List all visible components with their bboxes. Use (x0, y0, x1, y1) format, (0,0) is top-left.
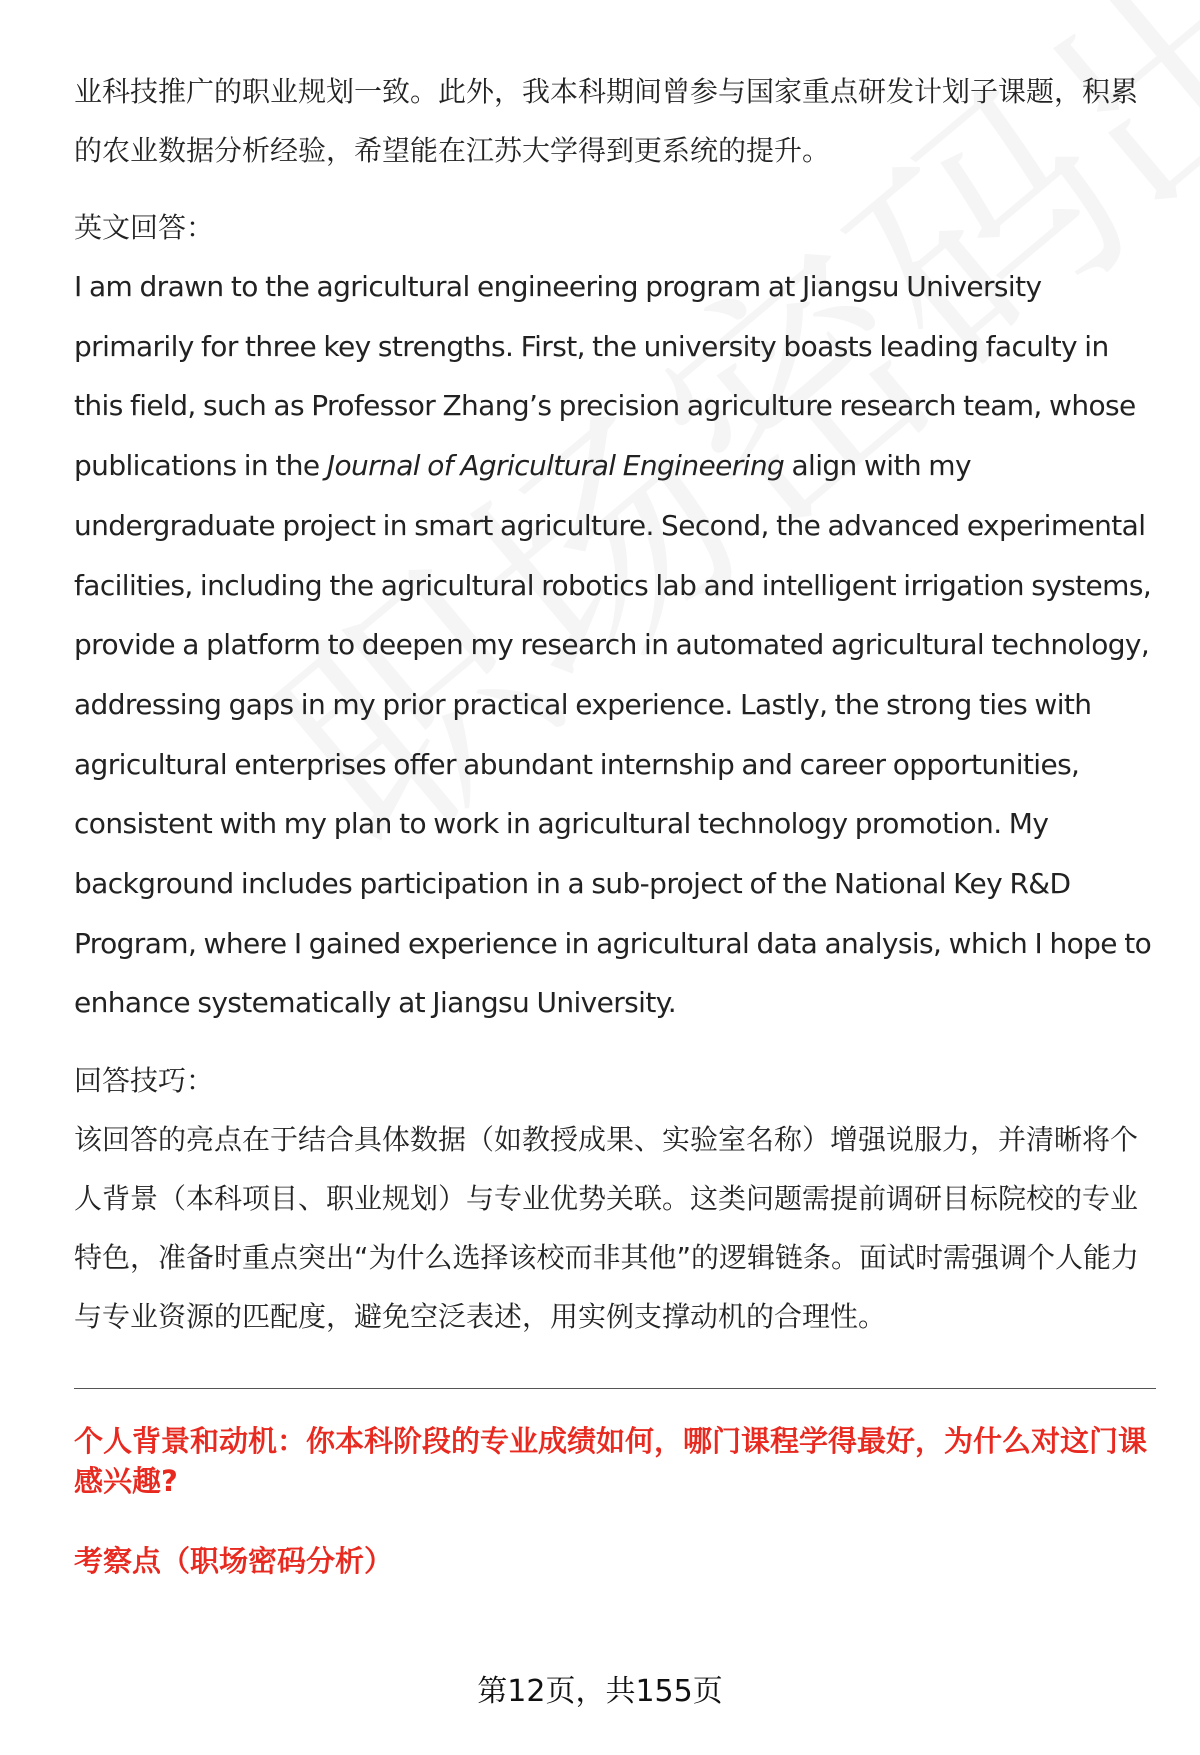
english-answer-part1: I am drawn to the agricultural engineering program at Jiangsu University primarily for three key strengths. First, the university boasts leading faculty in this field, such as Professor Zhang’s precision agriculture research team, whose publications in the (74, 270, 1136, 483)
analysis-heading: 考察点（职场密码分析） (74, 1544, 394, 1579)
tips-label: 回答技巧： (74, 1064, 215, 1098)
next-question-heading: 个人背景和动机：你本科阶段的专业成绩如何，哪门课程学得最好，为什么对这门课感兴趣? (74, 1424, 1148, 1499)
english-answer-part2: align with my undergraduate project in smart agriculture. Second, the advanced experimental facilities, including the agricultural robotics lab and intelligent irrigation systems, provide a platform to deepen my research in automated agricultural technology, addressing gaps in my prior practical experience. Lastly, the strong ties with agricultural enterprises offer abundant internship and career opportunities, consistent with my plan to work in agricultural technology promotion. My background includes participation in a sub-project of the National Key R&D Program, where I gained experience in agricultural data analysis, which I hope to enhance systematically at Jiangsu University. (74, 449, 1152, 1020)
journal-title: Journal of Agricultural Engineering (326, 449, 785, 483)
english-answer-paragraph (74, 257, 1156, 1033)
page-footer: 第12页，共155页 (477, 1674, 723, 1709)
document-body (74, 62, 1156, 1581)
tips-paragraph: 该回答的亮点在于结合具体数据（如教授成果、实验室名称）增强说服力，并清晰将个人背景（本科项目、职业规划）与专业优势关联。这类问题需提前调研目标院校的专业特色，准备时重点突出“为什么选择该校而非其他”的逻辑链条。面试时需强调个人能力与专业资源的匹配度，避免空泛表述，用实例支撑动机的合理性。 (74, 1123, 1140, 1334)
english-answer-label: 英文回答： (74, 211, 215, 244)
intro-paragraph: 业科技推广的职业规划一致。此外，我本科期间曾参与国家重点研发计划子课题，积累的农业数据分析经验，希望能在江苏大学得到更系统的提升。 (74, 75, 1139, 167)
section-divider (74, 1388, 1156, 1389)
